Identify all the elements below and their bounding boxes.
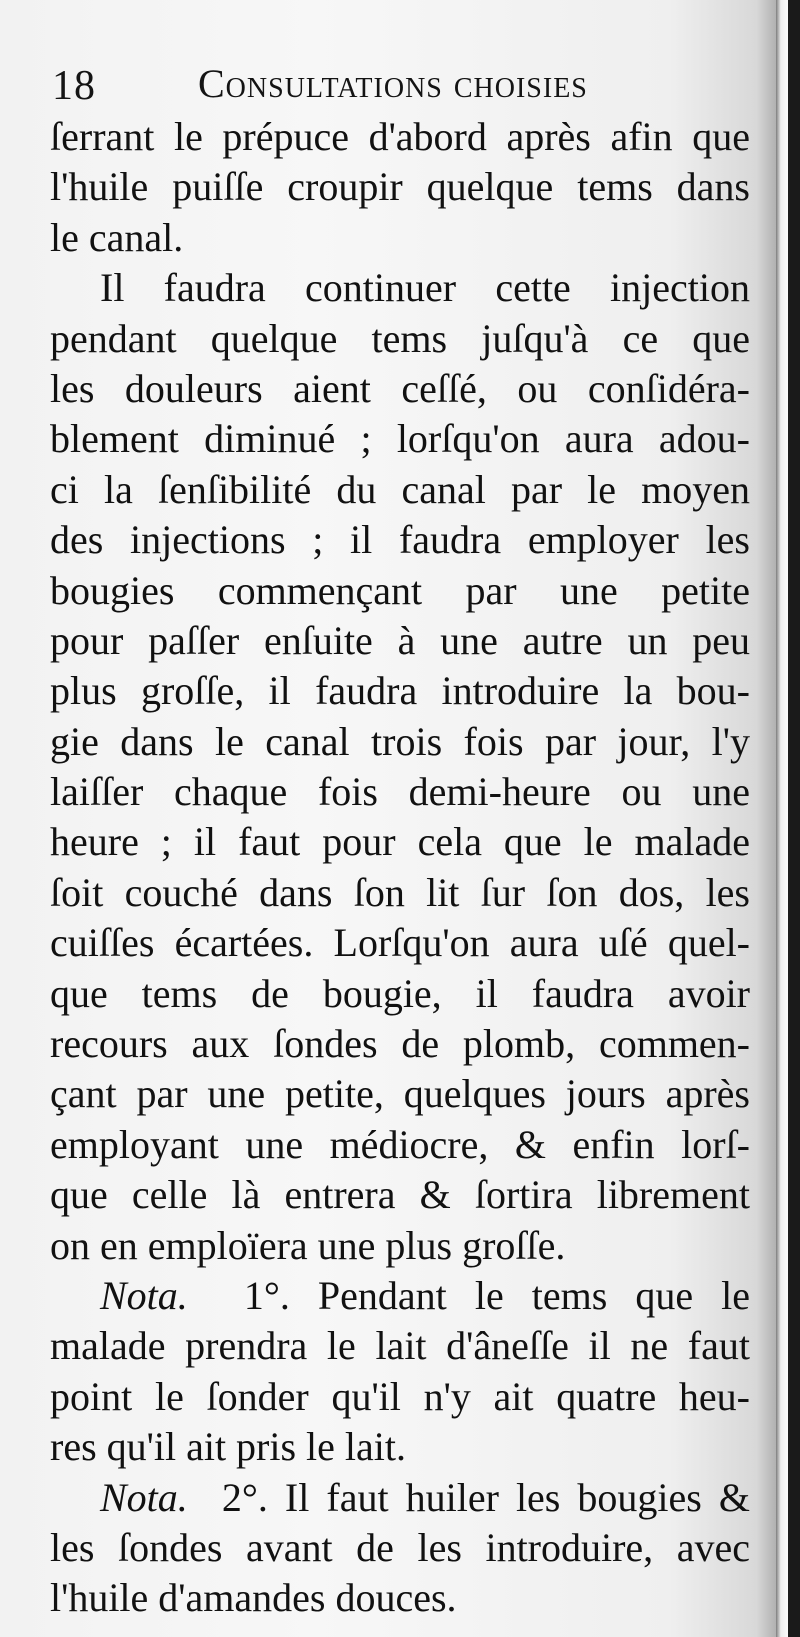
text-line: employant une médiocre, & enfin lorſ- xyxy=(50,1121,750,1167)
text-line: res qu'il ait pris le lait. xyxy=(50,1424,407,1470)
text-line: les ſondes avant de les introduire, avec xyxy=(50,1524,750,1570)
text-line: que tems de bougie, il faudra avoir xyxy=(50,970,750,1016)
page-header xyxy=(52,58,742,114)
page-number: 18 xyxy=(52,63,96,109)
page-gutter-shadow xyxy=(776,0,788,1637)
text-line: çant par une petite, quelques jours après xyxy=(50,1071,750,1117)
text-line: pendant quelque tems juſqu'à ce que xyxy=(50,315,750,361)
body-text xyxy=(50,112,750,1624)
text-line: Il faudra continuer cette injection xyxy=(100,265,750,311)
nota-text: 1°. Pendant le tems que le xyxy=(243,1272,751,1318)
text-line: bougies commençant par une petite xyxy=(50,567,750,613)
text-line: ſoit couché dans ſon lit ſur ſon dos, les xyxy=(50,869,750,915)
text-line: point le ſonder qu'il n'y ait quatre heu- xyxy=(50,1373,750,1419)
text-line: que celle là entrera & ſortira librement xyxy=(50,1172,750,1218)
text-line: ci la ſenſibilité du canal par le moyen xyxy=(50,466,750,512)
text-line: des injections ; il faudra employer les xyxy=(50,517,750,563)
nota-line xyxy=(50,1271,750,1321)
nota-label: Nota. xyxy=(100,1272,188,1318)
text-line: le canal. xyxy=(50,214,184,260)
text-line: pour paſſer enſuite à une autre un peu xyxy=(50,617,750,663)
text-line: heure ; il faut pour cela que le malade xyxy=(50,819,750,865)
nota-line xyxy=(50,1473,750,1523)
text-line: laiſſer chaque fois demi-heure ou une xyxy=(50,769,750,815)
text-line: blement diminué ; lorſqu'on aura adou- xyxy=(50,416,750,462)
text-line: ſerrant le prépuce d'abord après afin que xyxy=(50,114,750,159)
running-title: Consultations choisies xyxy=(198,61,588,106)
text-line: l'huile puiſſe croupir quelque tems dans xyxy=(50,164,750,210)
text-line: malade prendra le lait d'âneſſe il ne faut xyxy=(50,1323,750,1369)
text-line: cuiſſes écartées. Lorſqu'on aura uſé quel- xyxy=(50,920,750,966)
text-line: l'huile d'amandes douces. xyxy=(50,1575,457,1621)
text-line: les douleurs aient ceſſé, ou conſidéra- xyxy=(50,365,750,411)
text-line: gie dans le canal trois fois par jour, l'y xyxy=(50,718,750,764)
nota-label: Nota. xyxy=(100,1474,188,1520)
text-line: plus groſſe, il faudra introduire la bou- xyxy=(50,668,750,714)
text-line: on en emploïera une plus groſſe. xyxy=(50,1222,566,1268)
text-line: recours aux ſondes de plomb, commen- xyxy=(50,1021,750,1067)
nota-text: 2°. Il faut huiler les bougies & xyxy=(221,1474,750,1520)
